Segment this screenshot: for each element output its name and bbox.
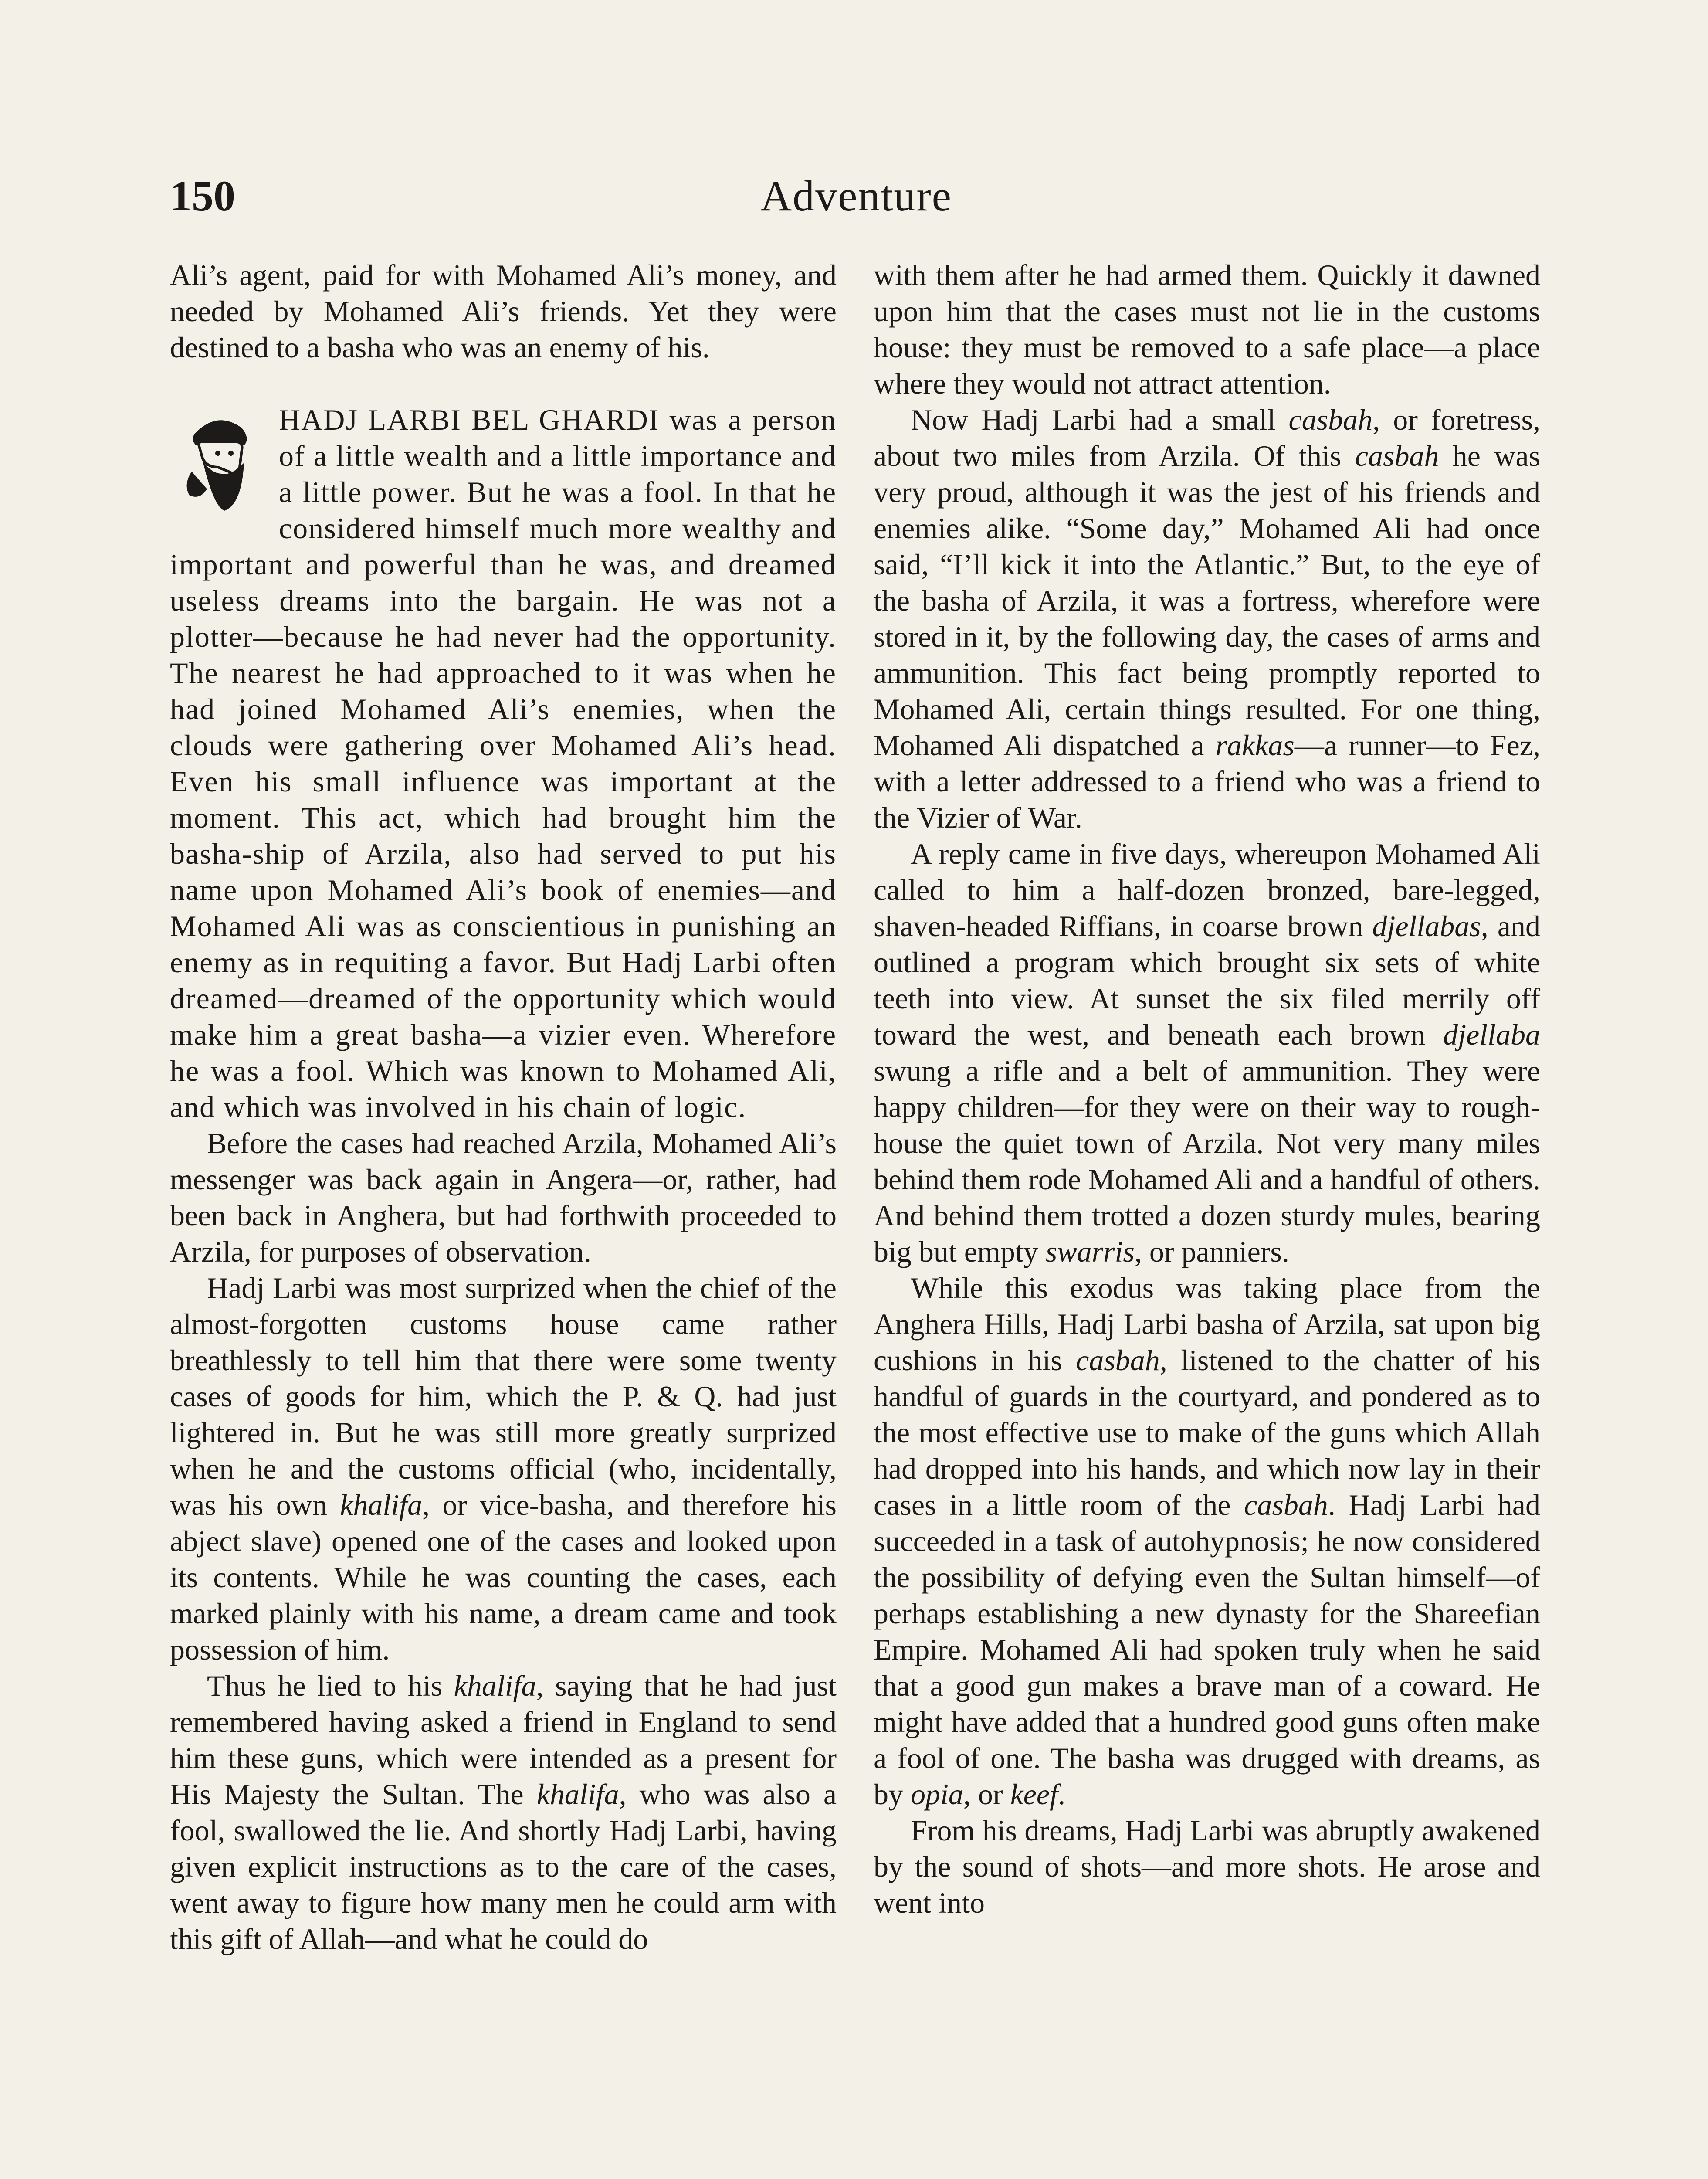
paragraph: While this exodus was taking place from the Anghera Hills, Hadj Larbi basha of Arzila, sat upon big cushions in his casbah, listened to the chatter of his handful of guards in the courtyard, and pondered as to the most effective use to make of the guns which Allah had dropped into his hands, and which now lay in their cases in a little room of the casbah. Hadj Larbi had succeeded in a task of autohypnosis; he now considered the possibility of defying even the Sultan himself—of perhaps establishing a new dynasty for the Shareefian Empire. Mohamed Ali had spoken truly when he said that a good gun makes a brave man of a coward. He might have added that a hundred good guns often make a fool of one. The basha was drugged with dreams, as by opia, or keef.: [874, 1271, 1541, 1811]
paragraph: Before the cases had reached Arzila, Mohamed Ali’s messenger was back again in Angera—or, rather, had been back in Anghera, but had forthwith proceeded to Arzila, for purposes of observation.: [170, 1127, 837, 1268]
paragraph: From his dreams, Hadj Larbi was abruptly awakened by the sound of shots—and more shots. He arose and went into: [874, 1814, 1540, 1919]
paragraph: Thus he lied to his khalifa, saying that he had just remembered having asked a friend in England to send him these guns, which were intended as a present for His Majesty the Sultan. The khalifa, who was also a fool, swallowed the lie. And shortly Hadj Larbi, having given explicit instructions as to the care of the cases, went away to figure how many men he could arm with this gift of Allah—and what he could do: [170, 1669, 837, 1955]
paragraph: Ali’s agent, paid for with Mohamed Ali’s money, and needed by Mohamed Ali’s friends. Yet they were destined to a basha who was an enemy of his.: [170, 258, 837, 364]
page-number: 150: [170, 172, 235, 220]
bearded-man-portrait-icon: [166, 402, 270, 515]
left-column: [170, 257, 837, 1957]
paragraph: A reply came in five days, whereupon Mohamed Ali called to him a half-dozen bronzed, bare-legged, shaven-headed Riffians, in coarse brown djellabas, and outlined a program which brought six sets of white teeth into view. At sunset the six filed merrily off toward the west, and beneath each brown djellaba swung a rifle and a belt of ammunition. They were happy children—for they were on their way to rough-house the quiet town of Arzila. Not very many miles behind them rode Mohamed Ali and a handful of others. And behind them trotted a dozen sturdy mules, bearing big but empty swarris, or panniers.: [874, 837, 1540, 1268]
right-column: [874, 257, 1540, 1921]
running-title: Adventure: [760, 172, 952, 220]
paragraph: Hadj Larbi was most surprized when the chief of the almost-forgotten customs house came rather breathlessly to tell him that there were some twenty cases of goods for him, which the P. & Q. had just lightered in. But he was still more greatly surprized when he and the customs official (who, incidentally, was his own khalifa, or vice-basha, and therefore his abject slave) opened one of the cases and looked upon its contents. While he was counting the cases, each marked plainly with his name, a dream came and took possession of him.: [170, 1271, 837, 1666]
page-header: [170, 161, 1542, 231]
paragraph: with them after he had armed them. Quickly it dawned upon him that the cases must not lie in the customs house: they must be removed to a safe place—a place where they would not attract attention.: [874, 258, 1540, 400]
paragraph: Now Hadj Larbi had a small casbah, or foretress, about two miles from Arzila. Of this casbah he was very proud, although it was the jest of his friends and enemies alike. “Some day,” Mohamed Ali had once said, “I’ll kick it into the Atlantic.” But, to the eye of the basha of Arzila, it was a fortress, wherefore were stored in it, by the following day, the cases of arms and ammunition. This fact being promptly reported to Mohamed Ali, certain things resulted. For one thing, Mohamed Ali dispatched a rakkas—a runner—to Fez, with a letter addressed to a friend who was a friend to the Vizier of War.: [874, 403, 1540, 834]
paragraph-dropcap: [170, 402, 837, 1125]
lead-text: HADJ LARBI BEL GHARDI was a person of a little wealth and a little importance and a little power. But he was a fool. In that he considered himself much more wealthy and important and powerful than he was, and dreamed useless dreams into the bargain. He was not a plotter—because he had never had the opportunity. The nearest he had approached to it was when he had joined Mohamed Ali’s enemies, when the clouds were gathering over Mohamed Ali’s head. Even his small influence was important at the moment. This act, which had brought him the basha-ship of Arzila, also had served to put his name upon Mohamed Ali’s book of enemies—and Mohamed Ali was as conscientious in punishing an enemy as in requiting a favor. But Hadj Larbi often dreamed—dreamed of the opportunity which would make him a great basha—a vizier even. Wherefore he was a fool. Which was known to Mohamed Ali, and which was involved in his chain of logic.: [170, 403, 837, 1123]
